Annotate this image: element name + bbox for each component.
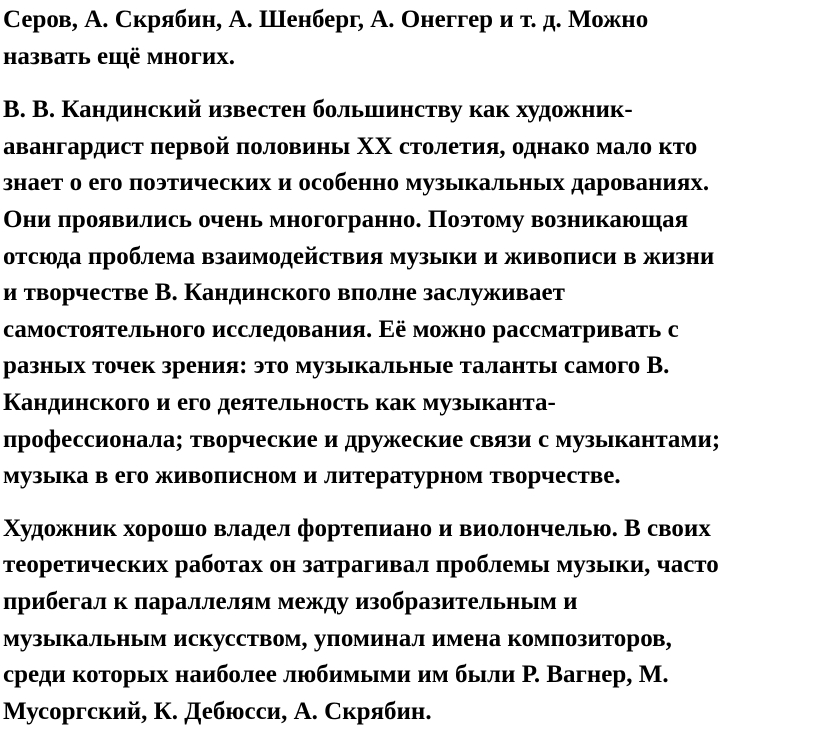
text-line: музыкальным искусством, упоминал имена композиторов, (3, 624, 672, 652)
text-line: Они проявились очень многогранно. Поэтому возникающая (3, 205, 689, 233)
paragraph-3 (3, 511, 813, 731)
text-line: профессионала; творческие и дружеские связи с музыкантами; (3, 425, 721, 453)
text-line: Мусоргский, К. Дебюсси, А. Скрябин. (3, 697, 432, 725)
text-line: В. В. Кандинский известен большинству как художник- (3, 96, 633, 124)
text-line: самостоятельного исследования. Её можно рассматривать с (3, 315, 679, 343)
text-line: авангардист первой половины XX столетия, однако мало кто (3, 132, 698, 160)
text-line: теоретических работах он затрагивал проблемы музыки, часто (3, 551, 719, 579)
text-line: Художник хорошо владел фортепиано и виолончелью. В своих (3, 514, 711, 542)
text-line: музыка в его живописном и литературном творчестве. (3, 462, 621, 490)
text-line: и творчестве В. Кандинского вполне заслуживает (3, 279, 565, 307)
paragraph-2 (3, 92, 813, 495)
text-line: отсюда проблема взаимодействия музыки и живописи в жизни (3, 242, 715, 270)
text-line: прибегал к параллелям между изобразительным и (3, 587, 578, 615)
text-line: Серов, А. Скрябин, А. Шенберг, А. Онеггер и т. д. Можно (3, 6, 649, 33)
text-line: назвать ещё многих. (3, 42, 236, 70)
text-line: Кандинского и его деятельность как музыканта- (3, 388, 556, 416)
paragraph-1 (3, 2, 813, 75)
document-body (3, 0, 813, 730)
text-line: среди которых наиболее любимыми им были Р. Вагнер, М. (3, 661, 669, 689)
text-line: знает о его поэтических и особенно музыкальных дарованиях. (3, 169, 710, 197)
text-line: разных точек зрения: это музыкальные таланты самого В. (3, 352, 670, 380)
